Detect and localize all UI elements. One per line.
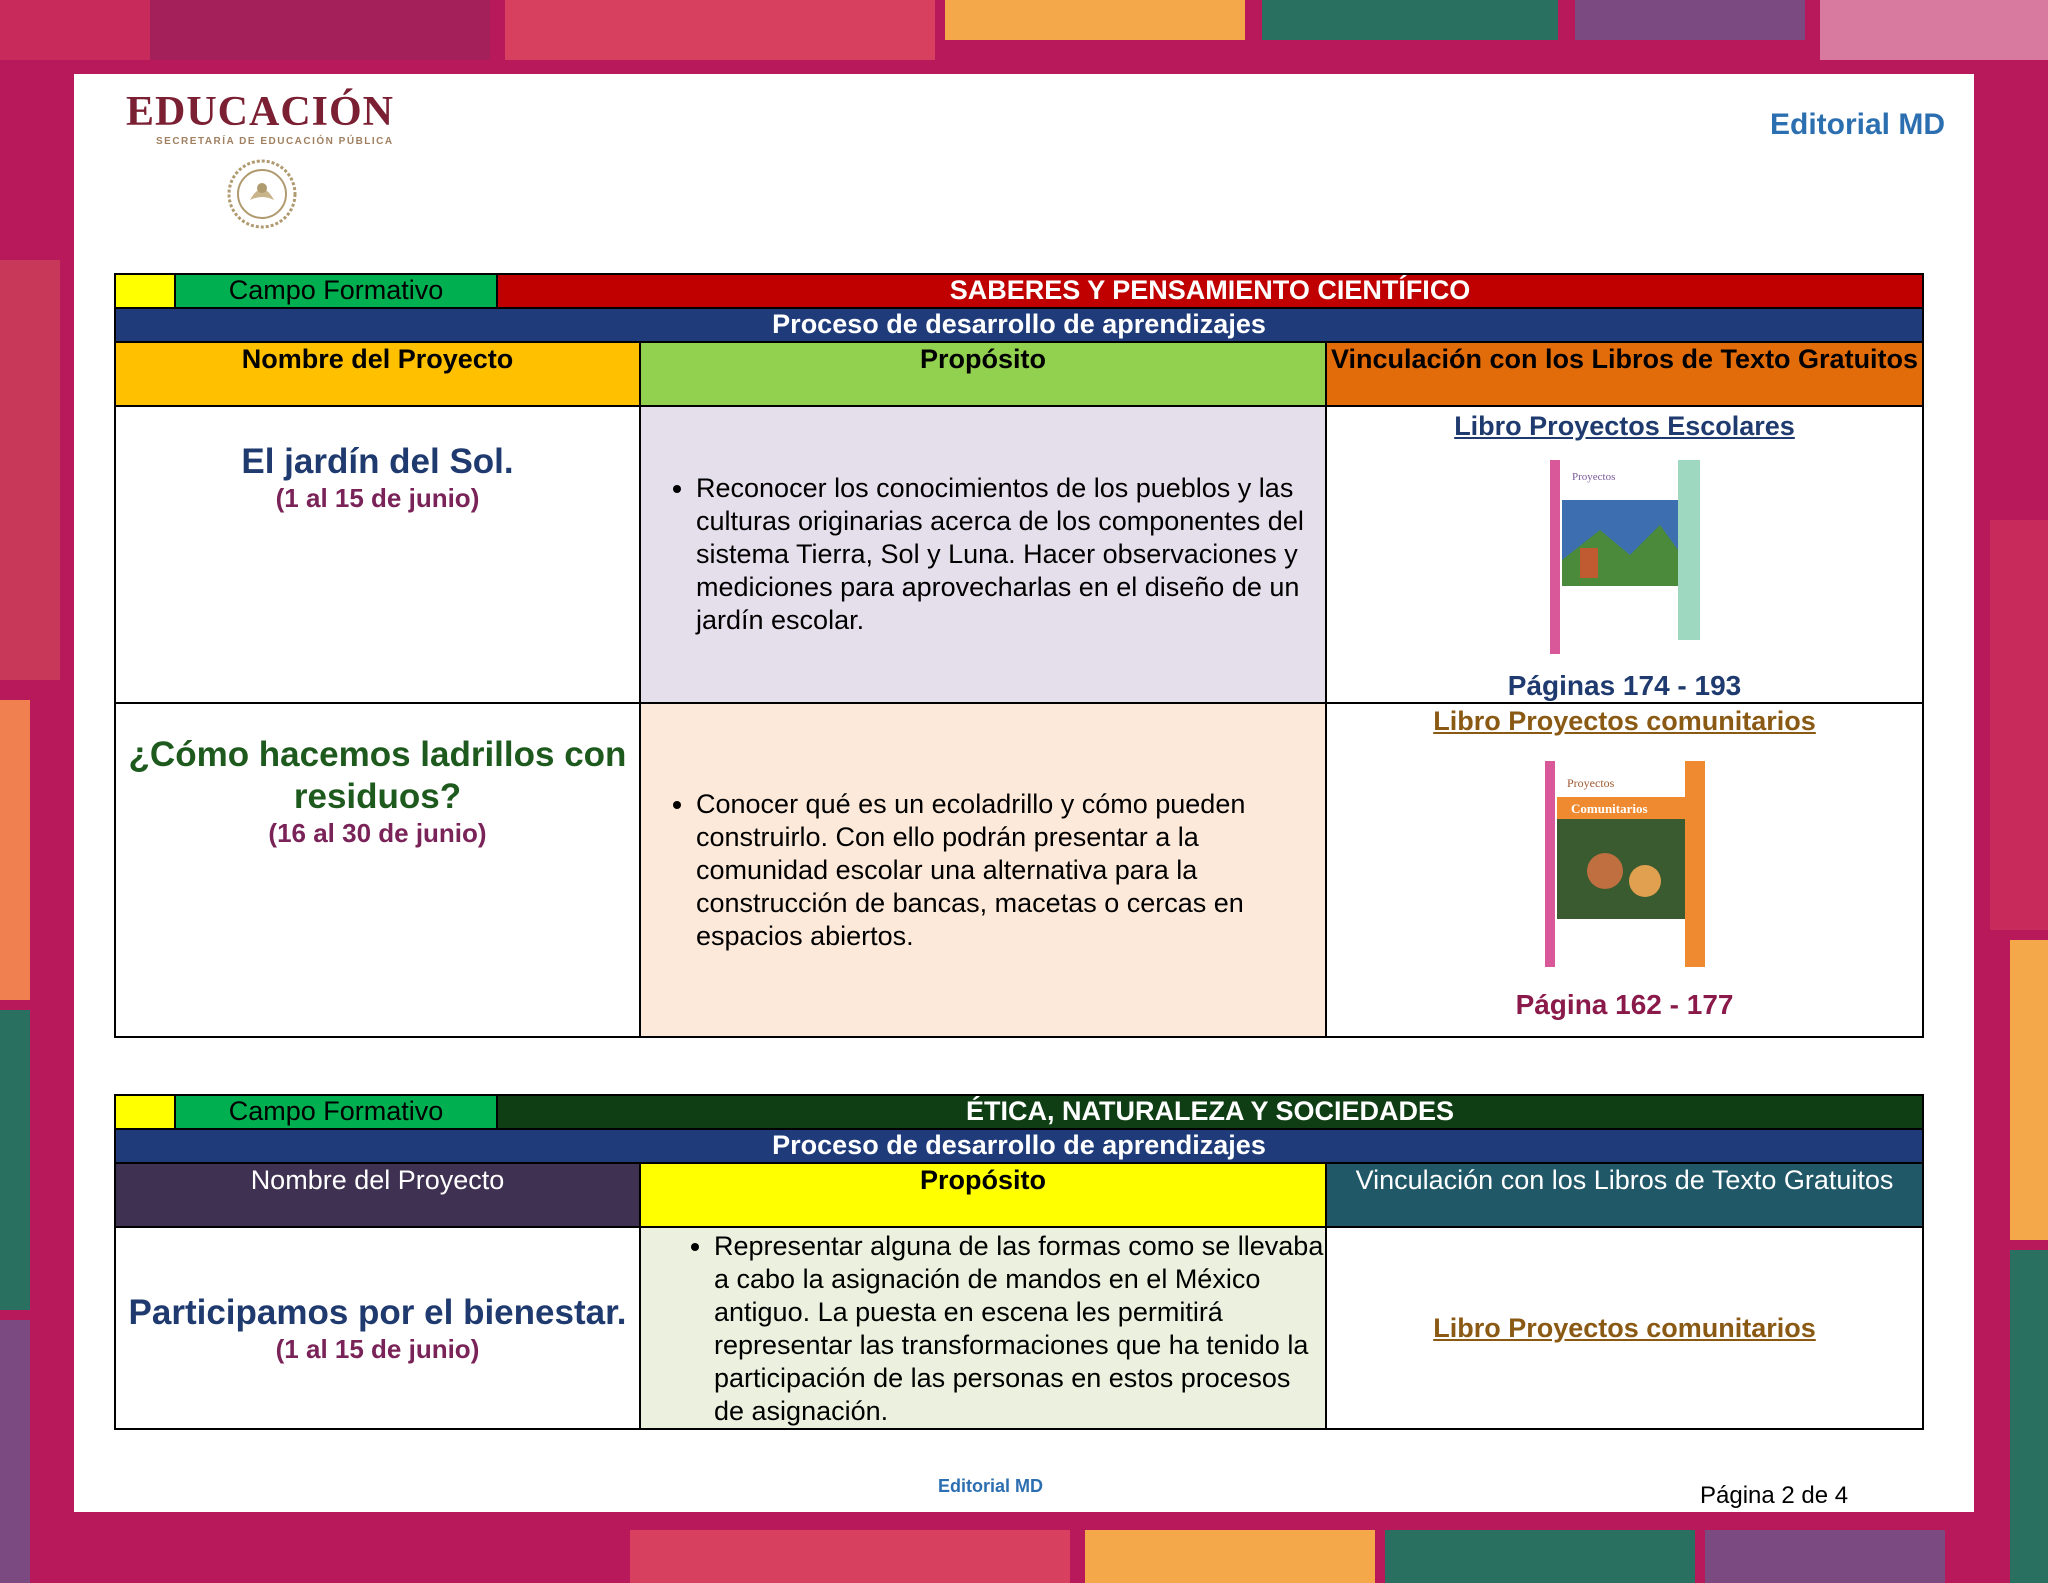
deco-block bbox=[0, 1010, 30, 1310]
table-row bbox=[115, 406, 1923, 703]
deco-block bbox=[1820, 0, 2048, 60]
col-header-project: Nombre del Proyecto bbox=[115, 342, 640, 406]
national-seal-icon bbox=[226, 158, 298, 230]
table-row bbox=[115, 1227, 1923, 1429]
book-cover-comunitarios bbox=[1545, 761, 1705, 967]
col-header-link: Vinculación con los Libros de Texto Gratuitos bbox=[1326, 342, 1923, 406]
campo-color-swatch bbox=[115, 1095, 175, 1129]
campo-color-swatch bbox=[115, 274, 175, 308]
book-link-comunitarios[interactable]: Libro Proyectos comunitarios bbox=[1433, 1312, 1816, 1343]
table-row bbox=[115, 703, 1923, 1037]
campo-name: ÉTICA, NATURALEZA Y SOCIEDADES bbox=[497, 1095, 1923, 1129]
cover-title2: Comunitarios bbox=[1570, 801, 1648, 816]
cover-title1: Proyectos bbox=[1571, 471, 1615, 483]
deco-block bbox=[1575, 0, 1805, 40]
deco-block bbox=[1385, 1530, 1695, 1583]
deco-block bbox=[945, 0, 1245, 40]
sep-logo-text: EDUCACIÓN bbox=[126, 89, 395, 135]
deco-block bbox=[0, 700, 30, 1000]
deco-block bbox=[2010, 1250, 2048, 1583]
col-header-link: Vinculación con los Libros de Texto Gratuitos bbox=[1326, 1163, 1923, 1227]
col-header-project: Nombre del Proyecto bbox=[115, 1163, 640, 1227]
editorial-md-text: Editorial MD bbox=[1770, 108, 1946, 141]
purpose-text: • Reconocer los conocimientos de los pueblos y las culturas originarias acerca de los componentes del sistema Tierra, Sol y Luna. Hacer observaciones y mediciones para aprovecharlas en el diseño de un jardín escolar. bbox=[696, 472, 1325, 637]
deco-block bbox=[2010, 940, 2048, 1240]
project-title: ¿Cómo hacemos ladrillos con residuos? bbox=[128, 735, 627, 816]
project-title: El jardín del Sol. bbox=[241, 442, 514, 481]
cover-title2: Escolares bbox=[1621, 485, 1670, 499]
deco-block bbox=[1262, 0, 1558, 40]
deco-block bbox=[505, 0, 935, 60]
deco-block bbox=[1085, 1530, 1375, 1583]
page-number: Página 2 de 4 bbox=[1700, 1482, 1849, 1509]
project-date: (1 al 15 de junio) bbox=[275, 1333, 480, 1364]
table-saberes bbox=[114, 273, 1924, 1038]
col-header-purpose: Propósito bbox=[640, 1163, 1326, 1227]
campo-label: Campo Formativo bbox=[175, 1095, 497, 1129]
purpose-text: • Conocer qué es un ecoladrillo y cómo pueden construirlo. Con ello podrán presentar a la comunidad escolar una alternativa para la construcción de bancas, macetas o cercas en espacios abiertos. bbox=[696, 788, 1325, 953]
cover-title1: Proyectos bbox=[1566, 776, 1614, 790]
editorial-md-logo bbox=[1770, 80, 1960, 160]
editorial-md-footer-text: Editorial MD bbox=[938, 1476, 1044, 1496]
project-date: (1 al 15 de junio) bbox=[275, 483, 480, 513]
project-date: (16 al 30 de junio) bbox=[268, 818, 487, 848]
deco-block bbox=[0, 260, 60, 680]
purpose-text: • Representar alguna de las formas como se llevaba a cabo la asignación de mandos en el México antiguo. La puesta en escena les permitirá representar las transformaciones que ha tenido la participación de las personas en estos procesos de asignación. bbox=[714, 1230, 1325, 1428]
campo-name: SABERES Y PENSAMIENTO CIENTÍFICO bbox=[497, 274, 1923, 308]
deco-block bbox=[0, 0, 150, 60]
deco-block bbox=[630, 1530, 1070, 1583]
book-link-comunitarios[interactable]: Libro Proyectos comunitarios bbox=[1433, 706, 1816, 736]
book-cover-escolares bbox=[1550, 460, 1700, 654]
process-header: Proceso de desarrollo de aprendizajes bbox=[115, 1129, 1923, 1163]
deco-block bbox=[1990, 520, 2048, 930]
col-header-purpose: Propósito bbox=[640, 342, 1326, 406]
book-pages: Página 162 - 177 bbox=[1515, 989, 1734, 1020]
deco-block bbox=[150, 0, 490, 60]
table-etica bbox=[114, 1094, 1924, 1430]
editorial-md-footer-logo bbox=[938, 1460, 1058, 1506]
book-pages: Páginas 174 - 193 bbox=[1507, 670, 1742, 701]
project-title: Participamos por el bienestar. bbox=[128, 1292, 627, 1332]
deco-block bbox=[1705, 1530, 1945, 1583]
process-header: Proceso de desarrollo de aprendizajes bbox=[115, 308, 1923, 342]
deco-block bbox=[0, 1320, 30, 1583]
sep-logo-subtitle: SECRETARÍA DE EDUCACIÓN PÚBLICA bbox=[156, 136, 394, 147]
book-link-escolares[interactable]: Libro Proyectos Escolares bbox=[1454, 411, 1795, 441]
campo-label: Campo Formativo bbox=[175, 274, 497, 308]
